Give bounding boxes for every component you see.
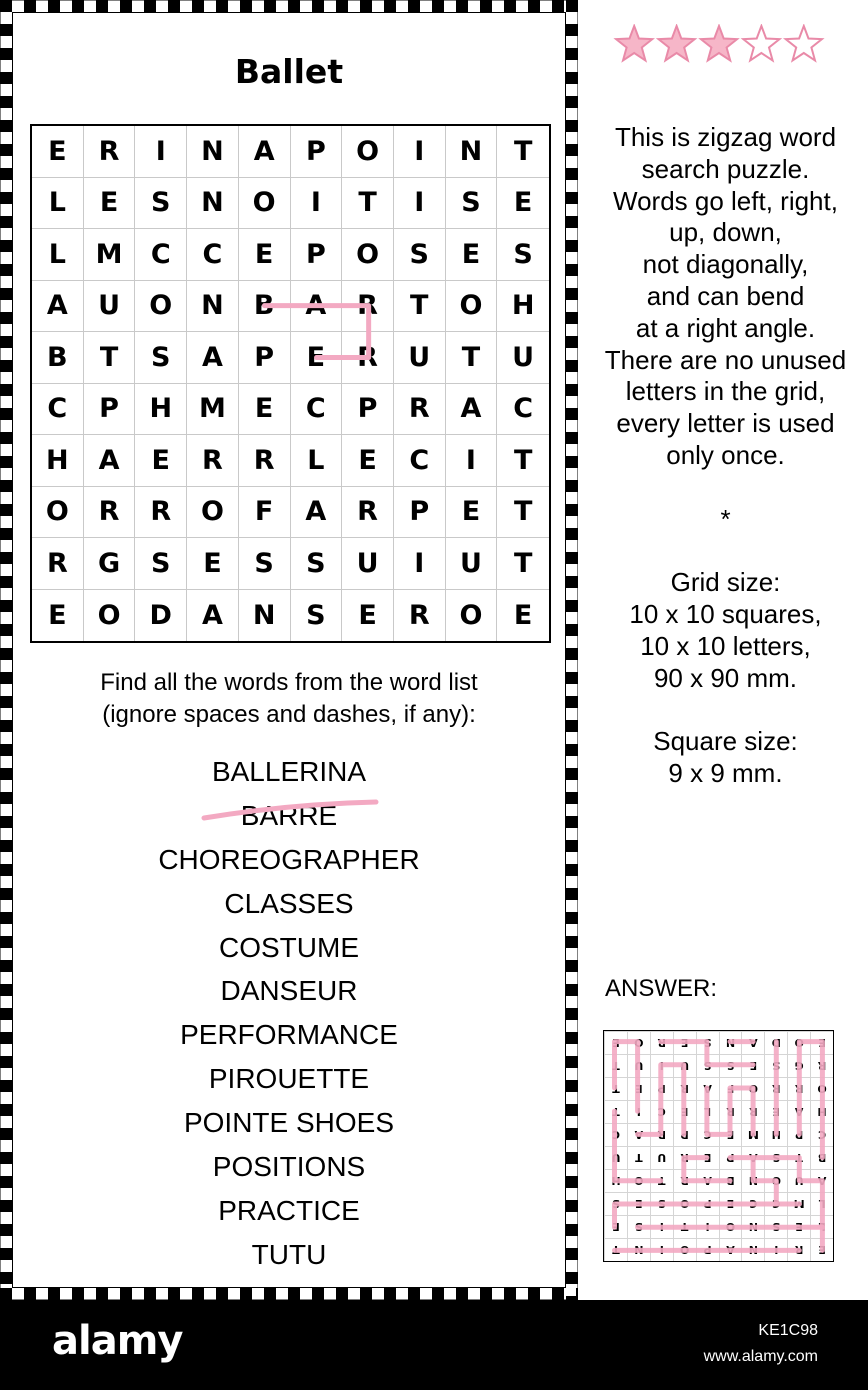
answer-cell: S bbox=[764, 1146, 787, 1169]
grid-cell: B bbox=[32, 332, 84, 384]
answer-cell: T bbox=[604, 1238, 627, 1261]
grid-cell: O bbox=[32, 487, 84, 539]
answer-cell: C bbox=[650, 1100, 673, 1123]
grid-cell: E bbox=[342, 435, 394, 487]
rules-line: 9 x 9 mm. bbox=[668, 757, 783, 788]
grid-cell: R bbox=[239, 435, 291, 487]
alamy-logo: alamy bbox=[52, 1318, 183, 1364]
grid-cell: I bbox=[394, 126, 446, 178]
answer-cell: G bbox=[787, 1054, 810, 1077]
grid-cell: O bbox=[239, 178, 291, 230]
answer-cell: A bbox=[741, 1146, 764, 1169]
rules-line: every letter is used bbox=[616, 408, 835, 439]
grid-cell: E bbox=[342, 590, 394, 642]
answer-cell: O bbox=[673, 1192, 696, 1215]
answer-cell: O bbox=[673, 1238, 696, 1261]
answer-cell: S bbox=[627, 1215, 650, 1238]
grid-cell: U bbox=[84, 281, 136, 333]
instructions-line-2: (ignore spaces and dashes, if any): bbox=[102, 701, 476, 728]
grid-cell: S bbox=[135, 332, 187, 384]
answer-cell: C bbox=[741, 1192, 764, 1215]
word-list-item: DANSEUR bbox=[220, 975, 358, 1007]
answer-cell: E bbox=[604, 1215, 627, 1238]
answer-cell: I bbox=[650, 1054, 673, 1077]
star-filled-icon bbox=[616, 26, 652, 60]
answer-cell: U bbox=[604, 1146, 627, 1169]
answer-cell: R bbox=[650, 1031, 673, 1054]
grid-cell: C bbox=[135, 229, 187, 281]
grid-cell: L bbox=[32, 178, 84, 230]
answer-cell: R bbox=[673, 1077, 696, 1100]
answer-cell: R bbox=[810, 1054, 833, 1077]
grid-cell: E bbox=[446, 487, 498, 539]
answer-cell: M bbox=[741, 1123, 764, 1146]
answer-cell: T bbox=[604, 1054, 627, 1077]
grid-cell: U bbox=[394, 332, 446, 384]
star-filled-icon bbox=[659, 26, 695, 60]
answer-cell: T bbox=[673, 1215, 696, 1238]
grid-cell: D bbox=[135, 590, 187, 642]
answer-cell: N bbox=[741, 1238, 764, 1261]
answer-cell: P bbox=[696, 1192, 719, 1215]
grid-cell: U bbox=[497, 332, 549, 384]
answer-cell: U bbox=[650, 1146, 673, 1169]
word-list-item: PIROUETTE bbox=[208, 1063, 370, 1095]
answer-cell: O bbox=[719, 1215, 742, 1238]
word-list-item: BARRE bbox=[240, 799, 338, 831]
grid-cell: P bbox=[239, 332, 291, 384]
grid-cell: R bbox=[84, 487, 136, 539]
grid-cell: I bbox=[394, 178, 446, 230]
grid-cell: G bbox=[84, 538, 136, 590]
grid-cell: E bbox=[32, 126, 84, 178]
grid-cell: U bbox=[446, 538, 498, 590]
answer-cell: L bbox=[810, 1192, 833, 1215]
grid-cell: A bbox=[84, 435, 136, 487]
rules-line: letters in the grid, bbox=[625, 376, 826, 407]
grid-cell: E bbox=[446, 229, 498, 281]
grid-cell: A bbox=[239, 126, 291, 178]
answer-cell: B bbox=[810, 1146, 833, 1169]
grid-cell: A bbox=[32, 281, 84, 333]
answer-cell: E bbox=[673, 1100, 696, 1123]
answer-cell: C bbox=[764, 1192, 787, 1215]
word-list-item: TUTU bbox=[251, 1238, 327, 1270]
answer-cell: S bbox=[604, 1192, 627, 1215]
grid-cell: O bbox=[187, 487, 239, 539]
grid-cell: R bbox=[342, 487, 394, 539]
answer-cell: R bbox=[650, 1123, 673, 1146]
answer-cell: A bbox=[787, 1100, 810, 1123]
answer-cell: U bbox=[673, 1054, 696, 1077]
answer-cell: E bbox=[673, 1031, 696, 1054]
grid-cell: R bbox=[32, 538, 84, 590]
answer-cell: A bbox=[719, 1238, 742, 1261]
grid-cell: E bbox=[239, 229, 291, 281]
grid-cell: R bbox=[394, 384, 446, 436]
word-list-item: POSITIONS bbox=[212, 1151, 366, 1183]
word-list-item: POINTE SHOES bbox=[183, 1107, 395, 1139]
answer-cell: E bbox=[627, 1192, 650, 1215]
answer-cell: C bbox=[696, 1123, 719, 1146]
star-empty-icon bbox=[743, 26, 779, 60]
answer-cell: O bbox=[627, 1169, 650, 1192]
answer-cell: O bbox=[627, 1031, 650, 1054]
grid-cell: P bbox=[84, 384, 136, 436]
rules-line: * bbox=[720, 503, 731, 534]
word-list-item: COSTUME bbox=[219, 931, 359, 963]
star-filled-icon bbox=[701, 26, 737, 60]
grid-cell: R bbox=[342, 281, 394, 333]
rules-line: and can bend bbox=[646, 280, 805, 311]
grid-cell: S bbox=[135, 178, 187, 230]
answer-cell: T bbox=[604, 1100, 627, 1123]
grid-cell: E bbox=[239, 384, 291, 436]
answer-cell: F bbox=[719, 1077, 742, 1100]
rules-line: 90 x 90 mm. bbox=[653, 662, 798, 693]
answer-cell: S bbox=[696, 1031, 719, 1054]
grid-cell: S bbox=[239, 538, 291, 590]
grid-cell: E bbox=[135, 435, 187, 487]
answer-cell: R bbox=[719, 1100, 742, 1123]
answer-cell: A bbox=[696, 1077, 719, 1100]
answer-cell: C bbox=[604, 1123, 627, 1146]
answer-cell: R bbox=[787, 1077, 810, 1100]
grid-cell: E bbox=[291, 332, 343, 384]
answer-cell: S bbox=[764, 1215, 787, 1238]
answer-cell: I bbox=[650, 1215, 673, 1238]
grid-cell: H bbox=[32, 435, 84, 487]
answer-cell: H bbox=[764, 1123, 787, 1146]
answer-cell: E bbox=[741, 1054, 764, 1077]
grid-cell: B bbox=[239, 281, 291, 333]
word-list-item: PRACTICE bbox=[218, 1194, 360, 1226]
word-list-item: CHOREOGRAPHER bbox=[158, 843, 420, 875]
answer-cell: E bbox=[764, 1100, 787, 1123]
grid-cell: N bbox=[187, 126, 239, 178]
grid-cell: T bbox=[446, 332, 498, 384]
grid-cell: C bbox=[394, 435, 446, 487]
rules-line: Words go left, right, bbox=[613, 185, 838, 216]
answer-cell: P bbox=[650, 1077, 673, 1100]
answer-cell: S bbox=[719, 1054, 742, 1077]
grid-cell: U bbox=[342, 538, 394, 590]
rules-line: This is zigzag word bbox=[614, 122, 837, 152]
grid-cell: C bbox=[32, 384, 84, 436]
answer-cell: T bbox=[650, 1169, 673, 1192]
answer-cell: T bbox=[627, 1146, 650, 1169]
answer-cell: S bbox=[764, 1054, 787, 1077]
grid-cell: I bbox=[291, 178, 343, 230]
answer-cell: C bbox=[810, 1123, 833, 1146]
word-list-item: PERFORMANCE bbox=[180, 1019, 398, 1051]
answer-cell: E bbox=[696, 1146, 719, 1169]
stock-footer bbox=[0, 1300, 868, 1390]
answer-cell: D bbox=[764, 1031, 787, 1054]
word-list-item: BALLERINA bbox=[211, 756, 367, 787]
grid-cell: S bbox=[446, 178, 498, 230]
grid-cell: A bbox=[187, 332, 239, 384]
difficulty-rating bbox=[613, 24, 825, 66]
grid-cell: S bbox=[291, 590, 343, 642]
grid-cell: S bbox=[291, 538, 343, 590]
answer-cell: S bbox=[696, 1054, 719, 1077]
image-id: KE1C98 bbox=[758, 1322, 818, 1339]
grid-cell: I bbox=[135, 126, 187, 178]
instructions bbox=[12, 667, 566, 731]
grid-cell: P bbox=[394, 487, 446, 539]
grid-cell: P bbox=[342, 384, 394, 436]
grid-cell: M bbox=[187, 384, 239, 436]
grid-cell: T bbox=[497, 126, 549, 178]
grid-cell: O bbox=[135, 281, 187, 333]
answer-cell: E bbox=[810, 1238, 833, 1261]
rules-line: not diagonally, bbox=[642, 249, 809, 280]
puzzle-title: Ballet bbox=[234, 52, 344, 91]
grid-cell: S bbox=[135, 538, 187, 590]
grid-cell: C bbox=[291, 384, 343, 436]
rules-line: up, down, bbox=[669, 217, 782, 248]
grid-cell: T bbox=[497, 538, 549, 590]
answer-cell: A bbox=[627, 1123, 650, 1146]
word-list-item: CLASSES bbox=[224, 887, 354, 919]
answer-cell: O bbox=[810, 1077, 833, 1100]
answer-cell: R bbox=[673, 1146, 696, 1169]
grid-cell: T bbox=[497, 435, 549, 487]
grid-cell: F bbox=[239, 487, 291, 539]
answer-cell: P bbox=[696, 1238, 719, 1261]
grid-cell: O bbox=[342, 126, 394, 178]
word-list bbox=[12, 750, 566, 1277]
answer-cell: E bbox=[719, 1123, 742, 1146]
rules-line: 10 x 10 squares, bbox=[629, 598, 822, 629]
grid-cell: O bbox=[84, 590, 136, 642]
grid-cell: N bbox=[187, 178, 239, 230]
grid-cell: R bbox=[394, 590, 446, 642]
rules-line: search puzzle. bbox=[641, 153, 810, 184]
answer-cell: B bbox=[719, 1169, 742, 1192]
rules-line: Square size: bbox=[653, 726, 798, 757]
answer-cell: I bbox=[696, 1215, 719, 1238]
answer-cell: I bbox=[650, 1238, 673, 1261]
rules-line bbox=[588, 694, 863, 726]
rules-text bbox=[588, 122, 863, 790]
grid-cell: R bbox=[187, 435, 239, 487]
grid-cell: A bbox=[291, 487, 343, 539]
answer-label: ANSWER: bbox=[605, 975, 718, 1002]
answer-cell: T bbox=[604, 1077, 627, 1100]
grid-cell: N bbox=[187, 281, 239, 333]
grid-cell: I bbox=[394, 538, 446, 590]
grid-cell: M bbox=[84, 229, 136, 281]
grid-cell: R bbox=[84, 126, 136, 178]
answer-cell: N bbox=[719, 1031, 742, 1054]
answer-cell: I bbox=[627, 1100, 650, 1123]
rules-line: only once. bbox=[666, 439, 785, 470]
grid-cell: C bbox=[187, 229, 239, 281]
answer-cell: O bbox=[741, 1077, 764, 1100]
answer-cell: U bbox=[627, 1054, 650, 1077]
rules-line bbox=[588, 535, 863, 567]
grid-cell: N bbox=[446, 126, 498, 178]
grid-cell: E bbox=[32, 590, 84, 642]
rules-line: Grid size: bbox=[670, 567, 781, 598]
answer-cell: A bbox=[696, 1169, 719, 1192]
grid-cell: S bbox=[497, 229, 549, 281]
answer-cell: O bbox=[787, 1031, 810, 1054]
answer-cell: E bbox=[627, 1077, 650, 1100]
answer-cell: R bbox=[673, 1169, 696, 1192]
site-url: www.alamy.com bbox=[703, 1348, 818, 1365]
answer-cell: A bbox=[810, 1169, 833, 1192]
grid-cell: T bbox=[342, 178, 394, 230]
grid-cell: H bbox=[135, 384, 187, 436]
answer-cell: E bbox=[719, 1192, 742, 1215]
rules-line: There are no unused bbox=[604, 344, 847, 375]
answer-grid bbox=[603, 1030, 834, 1262]
answer-cell: L bbox=[810, 1215, 833, 1238]
grid-cell: H bbox=[497, 281, 549, 333]
grid-cell: S bbox=[394, 229, 446, 281]
grid-cell: P bbox=[291, 229, 343, 281]
answer-cell: R bbox=[764, 1077, 787, 1100]
rules-line bbox=[588, 472, 863, 504]
answer-cell: U bbox=[787, 1169, 810, 1192]
answer-cell: P bbox=[719, 1146, 742, 1169]
answer-cell: P bbox=[787, 1123, 810, 1146]
answer-cell: E bbox=[604, 1031, 627, 1054]
grid-cell: P bbox=[291, 126, 343, 178]
answer-cell: A bbox=[741, 1031, 764, 1054]
rules-line: at a right angle. bbox=[635, 312, 816, 343]
grid-cell: T bbox=[394, 281, 446, 333]
answer-cell: T bbox=[787, 1146, 810, 1169]
word-search-grid bbox=[30, 124, 551, 643]
answer-cell: E bbox=[810, 1031, 833, 1054]
grid-cell: E bbox=[187, 538, 239, 590]
answer-cell: P bbox=[673, 1123, 696, 1146]
grid-cell: C bbox=[497, 384, 549, 436]
grid-cell: I bbox=[446, 435, 498, 487]
star-empty-icon bbox=[786, 26, 822, 60]
grid-cell: O bbox=[446, 281, 498, 333]
grid-cell: E bbox=[497, 178, 549, 230]
grid-cell: A bbox=[291, 281, 343, 333]
grid-cell: R bbox=[342, 332, 394, 384]
answer-cell: S bbox=[650, 1192, 673, 1215]
answer-cell: H bbox=[810, 1100, 833, 1123]
answer-cell: M bbox=[787, 1192, 810, 1215]
answer-cell: N bbox=[627, 1238, 650, 1261]
answer-cell: N bbox=[741, 1215, 764, 1238]
instructions-line-1: Find all the words from the word list bbox=[100, 669, 478, 696]
grid-cell: N bbox=[239, 590, 291, 642]
answer-cell: R bbox=[741, 1100, 764, 1123]
answer-cell: L bbox=[696, 1100, 719, 1123]
grid-cell: L bbox=[32, 229, 84, 281]
grid-cell: T bbox=[497, 487, 549, 539]
answer-cell: H bbox=[604, 1169, 627, 1192]
grid-cell: T bbox=[84, 332, 136, 384]
grid-cell: A bbox=[187, 590, 239, 642]
answer-cell: N bbox=[741, 1169, 764, 1192]
answer-cell: E bbox=[787, 1215, 810, 1238]
grid-cell: E bbox=[84, 178, 136, 230]
grid-cell: O bbox=[446, 590, 498, 642]
grid-cell: E bbox=[513, 599, 533, 631]
answer-cell: I bbox=[764, 1238, 787, 1261]
grid-cell: R bbox=[135, 487, 187, 539]
grid-cell: L bbox=[291, 435, 343, 487]
rules-line: 10 x 10 letters, bbox=[640, 630, 811, 661]
answer-cell: O bbox=[764, 1169, 787, 1192]
grid-cell: A bbox=[446, 384, 498, 436]
answer-cell: R bbox=[787, 1238, 810, 1261]
grid-cell: O bbox=[342, 229, 394, 281]
